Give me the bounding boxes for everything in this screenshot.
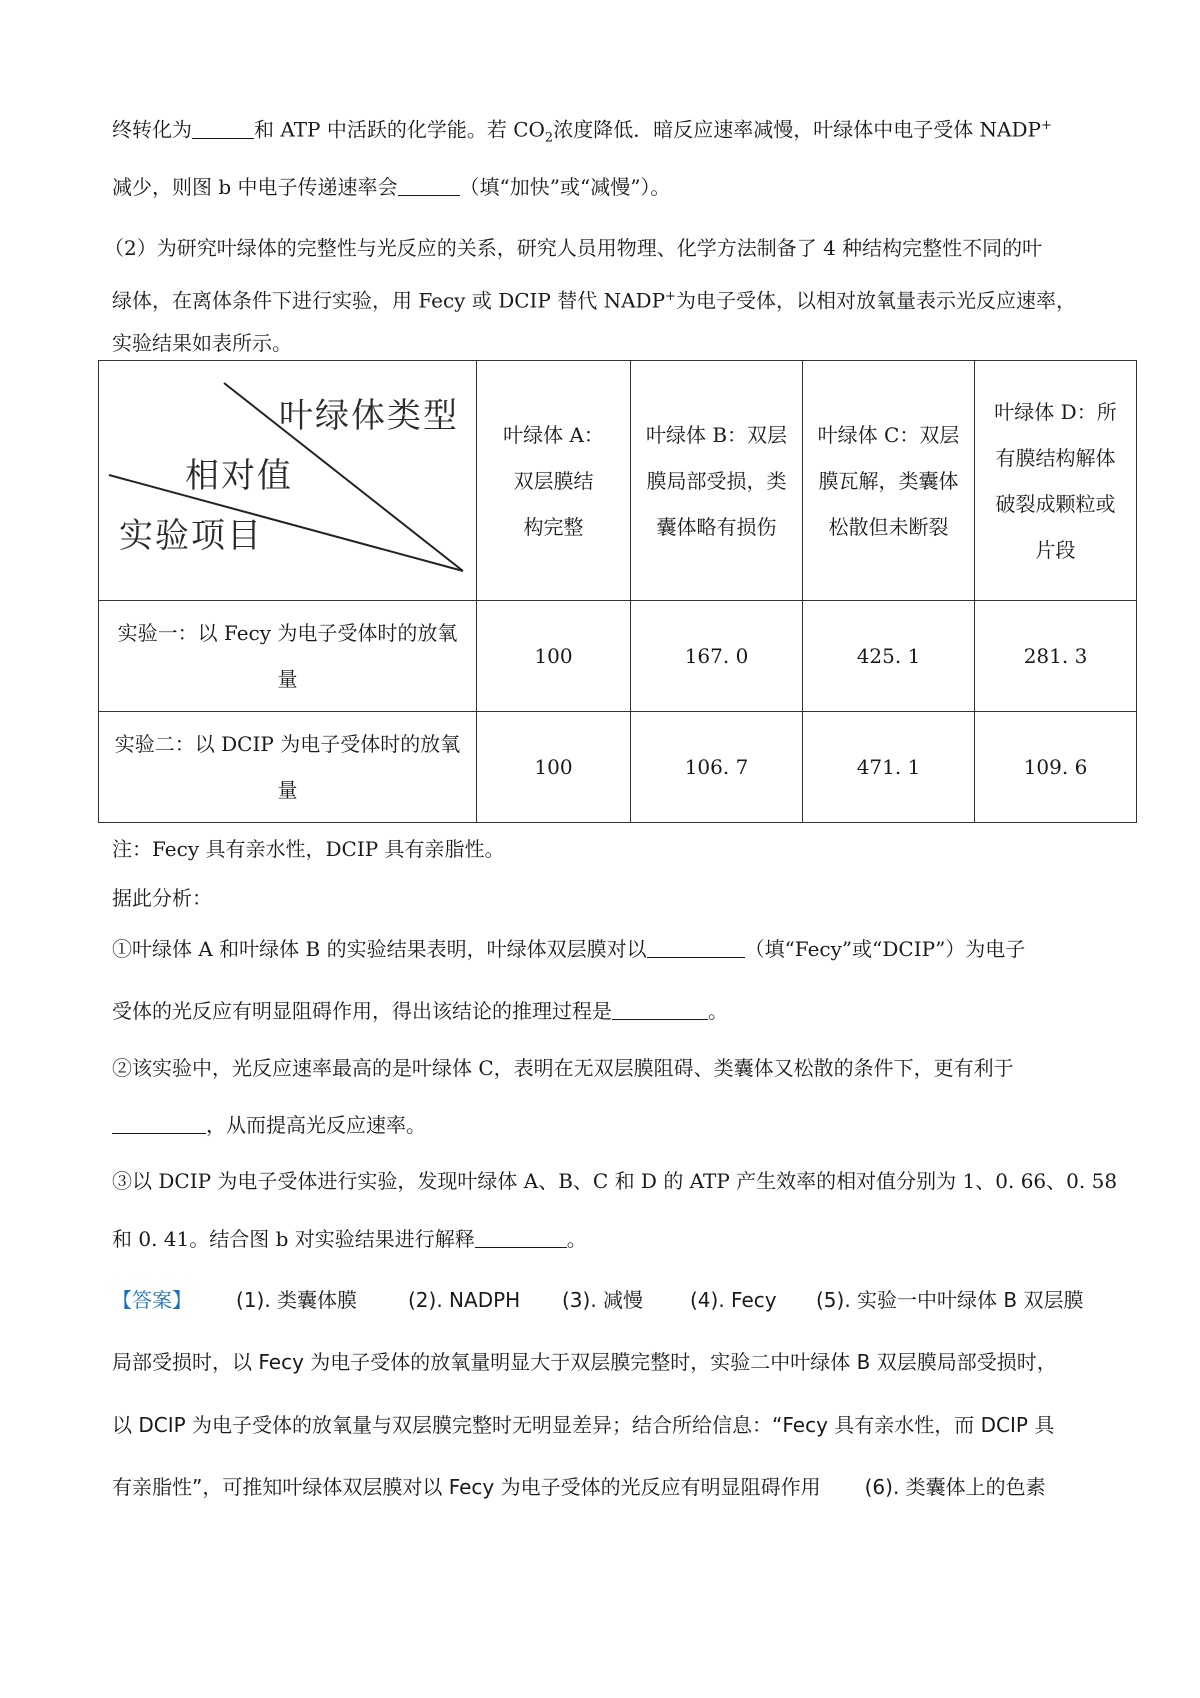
answer-blank[interactable]: [612, 999, 708, 1020]
table-cell: 167. 0: [631, 601, 803, 712]
text: 受体的光反应有明显阻碍作用，得出该结论的推理过程是: [112, 999, 612, 1023]
table-note: 注：Fecy 具有亲水性，DCIP 具有亲脂性。: [112, 837, 505, 861]
superscript: +: [1041, 118, 1052, 133]
text: (6). 类囊体上的色素: [864, 1475, 1046, 1499]
row-label-line: 实验二：以 DCIP 为电子受体时的放氧: [114, 732, 461, 756]
text: 绿体，在离体条件下进行实验，用 Fecy 或 DCIP 替代 NADP: [112, 288, 666, 313]
table-cell: 100: [477, 601, 631, 712]
header-line: 松散但未断裂: [828, 514, 949, 539]
header-chloroplast-c: [803, 361, 975, 601]
table-cell: 106. 7: [631, 712, 803, 823]
q1-line-1: [112, 934, 1025, 964]
table-cell: 109. 6: [975, 712, 1137, 823]
text: 有亲脂性”，可推知叶绿体双层膜对以 Fecy 为电子受体的光反应有明显阻碍作用: [112, 1475, 821, 1499]
text: 终转化为: [112, 117, 192, 142]
answer-line-1: [112, 1285, 192, 1315]
answer-item-3: (3). 减慢: [562, 1288, 644, 1312]
row-label-line: 量: [277, 778, 298, 802]
intro-line-2: [112, 172, 670, 202]
corner-label-bottom: 实验项目: [119, 516, 263, 556]
part2-line-1: （2）为研究叶绿体的完整性与光反应的关系，研究人员用物理、化学方法制备了 4 种结构完整性不同的叶: [104, 236, 1043, 260]
answer-blank[interactable]: [398, 175, 460, 196]
answer-blank[interactable]: [112, 1113, 206, 1134]
intro-line-1: [112, 111, 1052, 154]
answer-tag: 【答案】: [112, 1288, 192, 1312]
answer-item-5: (5). 实验一中叶绿体 B 双层膜: [816, 1288, 1084, 1312]
table-corner-cell: [99, 361, 477, 601]
table-cell: 425. 1: [803, 601, 975, 712]
analysis-intro: 据此分析：: [112, 886, 212, 910]
header-line: 膜局部受损，类: [646, 468, 787, 493]
answer-blank[interactable]: [192, 118, 254, 139]
part2-line-2: [112, 282, 1076, 316]
q3-line-2: [112, 1224, 587, 1254]
answer-line-2: 局部受损时，以 Fecy 为电子受体的放氧量明显大于双层膜完整时，实验二中叶绿体 B 双层膜局部受损时，: [112, 1350, 1057, 1374]
text: 减少，则图 b 中电子传递速率会: [112, 175, 398, 199]
table-row: [99, 601, 1137, 712]
header-line: 片段: [1035, 537, 1076, 562]
results-table: [98, 360, 1137, 823]
text: （填“加快”或“减慢”）。: [459, 175, 671, 199]
table-cell: 100: [477, 712, 631, 823]
header-line: 叶绿体 A：: [503, 422, 604, 447]
table-cell: 471. 1: [803, 712, 975, 823]
subscript: 2: [544, 130, 554, 146]
part2-line-3: 实验结果如表所示。: [112, 331, 292, 355]
header-chloroplast-d: [975, 361, 1137, 601]
q3-line-1: ③以 DCIP 为电子受体进行实验，发现叶绿体 A、B、C 和 D 的 ATP 产生效率的相对值分别为 1、0. 66、0. 58: [112, 1169, 1118, 1193]
answer-blank[interactable]: [475, 1227, 567, 1248]
header-line: 破裂成颗粒或: [995, 491, 1116, 516]
header-line: 叶绿体 D：所: [994, 399, 1117, 424]
header-line: 囊体略有损伤: [656, 514, 777, 539]
header-line: 叶绿体 C：双层: [817, 422, 960, 447]
header-line: 叶绿体 B：双层: [645, 422, 788, 447]
answer-line-3: 以 DCIP 为电子受体的放氧量与双层膜完整时无明显差异；结合所给信息：“Fecy 具有亲水性，而 DCIP 具: [112, 1413, 1055, 1437]
table-header-row: [99, 361, 1137, 601]
header-line: 双层膜结: [513, 468, 594, 493]
text: 和 0. 41。结合图 b 对实验结果进行解释: [112, 1227, 475, 1251]
text: 。: [566, 1227, 587, 1251]
q2-line-2: [112, 1110, 426, 1140]
text: ，从而提高光反应速率。: [206, 1113, 426, 1137]
q1-line-2: [112, 996, 728, 1026]
header-line: 构完整: [523, 514, 584, 539]
answer-item-1: (1). 类囊体膜: [236, 1288, 358, 1312]
text: 为电子受体，以相对放氧量表示光反应速率，: [675, 288, 1076, 313]
corner-label-top: 叶绿体类型: [279, 396, 459, 436]
text: ①叶绿体 A 和叶绿体 B 的实验结果表明，叶绿体双层膜对以: [112, 937, 647, 961]
text: 和 ATP 中活跃的化学能。若 CO: [254, 117, 545, 142]
table-cell: 281. 3: [975, 601, 1137, 712]
corner-label-mid: 相对值: [185, 456, 293, 496]
text: 浓度降低．暗反应速率减慢，叶绿体中电子受体 NADP: [553, 117, 1041, 142]
row-label: [99, 712, 477, 823]
header-line: 有膜结构解体: [995, 445, 1116, 470]
answer-item-2: (2). NADPH: [408, 1288, 521, 1312]
header-chloroplast-b: [631, 361, 803, 601]
answer-item-4: (4). Fecy: [690, 1288, 777, 1312]
q2-line-1: ②该实验中，光反应速率最高的是叶绿体 C，表明在无双层膜阻碍、类囊体又松散的条件下，更有利于: [112, 1056, 1014, 1080]
superscript: +: [665, 289, 676, 304]
table-row: [99, 712, 1137, 823]
text: 。: [708, 999, 728, 1023]
row-label-line: 量: [277, 667, 298, 691]
answer-blank[interactable]: [647, 937, 745, 958]
answer-line-4: [112, 1472, 1046, 1502]
row-label: [99, 601, 477, 712]
row-label-line: 实验一：以 Fecy 为电子受体时的放氧: [117, 621, 458, 645]
header-line: 膜瓦解，类囊体: [818, 468, 959, 493]
text: （填“Fecy”或“DCIP”）为电子: [744, 937, 1026, 961]
header-chloroplast-a: [477, 361, 631, 601]
